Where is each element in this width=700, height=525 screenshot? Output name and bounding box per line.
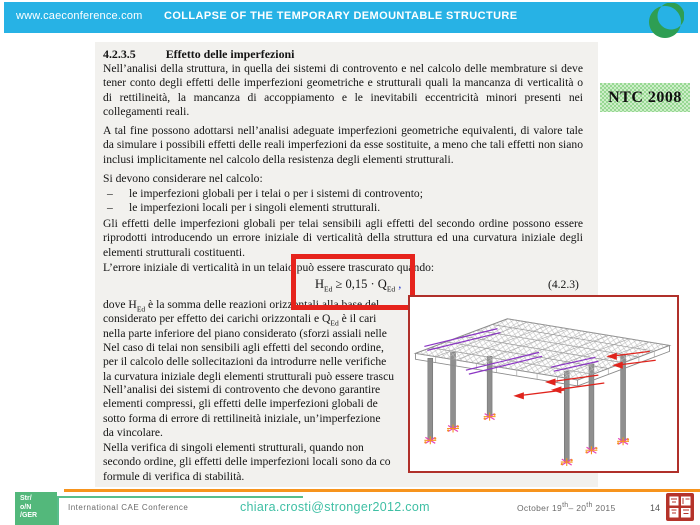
paragraph-imperfezioni-equivalenti: A tal fine possono adottarsi nell’analisi adeguate imperfezioni geometriche equivalenti, di valore tale da simulare i possibili effetti delle reali imperfezioni da esse sostituite, a meno che tali effetti non siano inclusi implicitamente nel calcolo della resistenza degli elementi strutturali. [103, 124, 583, 166]
text-line: per il calcolo delle sollecitazioni da introdurre nelle verifiche [103, 355, 387, 369]
seal-stamp-icon [666, 493, 694, 521]
header-title: COLLAPSE OF THE TEMPORARY DEMOUNTABLE STRUCTURE [164, 10, 518, 22]
formula-hed-qed: $H_{Ed} \ge 0,15 \cdot Q_{Ed}$ , [315, 277, 402, 294]
paragraph-effetti-globali: Gli effetti delle imperfezioni globali per telai sensibili agli effetti del secondo ordine possono essere riprodotti introducendo un errore iniziale di verticalità della struttura ed una curvatura iniziale degli elementi strutturali costituenti. [103, 217, 583, 259]
text-line: secondo ordine, gli effetti delle imperfezioni locali sono da co [103, 455, 391, 469]
footer-date: October 19th– 20th 2015 [517, 502, 616, 513]
text-line: Nel caso di telai non sensibili agli effetti del secondo ordine, [103, 341, 384, 354]
bullet-dash: – [107, 187, 113, 200]
bullet-dash: – [107, 201, 113, 214]
structure-figure [408, 295, 679, 473]
footer-page-number: 14 [650, 503, 661, 513]
structure-model-image [410, 297, 677, 471]
text-line: da vincolare. [103, 425, 163, 439]
section-number: 4.2.3.5 [103, 47, 136, 61]
conference-crescent-logo-icon [646, 3, 684, 41]
paragraph-considerare: Si devono considerare nel calcolo: [103, 172, 263, 185]
stronger-logo-line: o/N [20, 503, 32, 511]
paragraph-errore-verticalita: L’errore iniziale di verticalità in un telaio può essere trascurato quando: [103, 261, 435, 274]
bullet-item-locali [103, 201, 583, 215]
text-line: dove $H_{Ed}$ è la somma delle reazioni orizzontali alla base del [103, 298, 380, 314]
footer-divider-green [57, 496, 303, 498]
formula-equation-number: (4.2.3) [548, 278, 579, 291]
bullet-item-globali [103, 187, 583, 201]
header-bar [4, 2, 698, 33]
text-line: sotto forma di errore di rettilineità iniziale, un’imperfezione [103, 411, 381, 425]
text-line: Nell’analisi dei sistemi di controvento che devono garantire [103, 383, 381, 396]
footer-divider-orange [64, 489, 700, 492]
text-line: formule di verifica di stabilità. [103, 469, 245, 483]
stronger-logo-line: /GER [20, 512, 38, 519]
footer-conference-label: International CAE Conference [68, 503, 189, 512]
bullet-text: le imperfezioni globali per i telai o per i sistemi di controvento; [129, 187, 423, 200]
text-line: la curvatura iniziale degli elementi strutturali può essere trascu [103, 369, 395, 383]
formula-highlight-box [291, 254, 415, 310]
ntc-2008-badge [600, 83, 690, 112]
text-line: elementi compressi, gli effetti delle imperfezioni globali de [103, 397, 378, 411]
footer-email-link[interactable]: chiara.crosti@stronger2012.com [240, 500, 430, 514]
section-title: Effetto delle imperfezioni [165, 47, 295, 61]
header-url-link[interactable]: www.caeconference.com [16, 10, 143, 22]
text-line: considerato per effetto dei carichi orizzontali e $Q_{Ed}$ è il cari [103, 312, 377, 328]
ntc-2008-label: NTC 2008 [608, 88, 682, 106]
paragraph-imperfezioni-intro: Nell’analisi della struttura, in quella dei sistemi di controvento e nel calcolo delle membrature si deve tener conto degli effetti delle imperfezioni geometriche e strutturali quali la mancanza di verticalità o di rettilineità, la mancanza di accoppiamento e le inevitabili eccentricità minori presenti nei collegamenti reali. [103, 62, 583, 118]
bullet-text: le imperfezioni locali per i singoli elementi strutturali. [129, 201, 381, 214]
stronger-logo [15, 492, 57, 525]
text-line: Nella verifica di singoli elementi strutturali, quando non [103, 441, 364, 454]
stronger-logo-line: Str/ [20, 495, 32, 502]
text-line: nella parte inferiore del piano considerato (sforzi assiali nelle [103, 326, 387, 340]
section-heading [103, 47, 583, 61]
footer-divider-green-vertical [57, 496, 59, 525]
